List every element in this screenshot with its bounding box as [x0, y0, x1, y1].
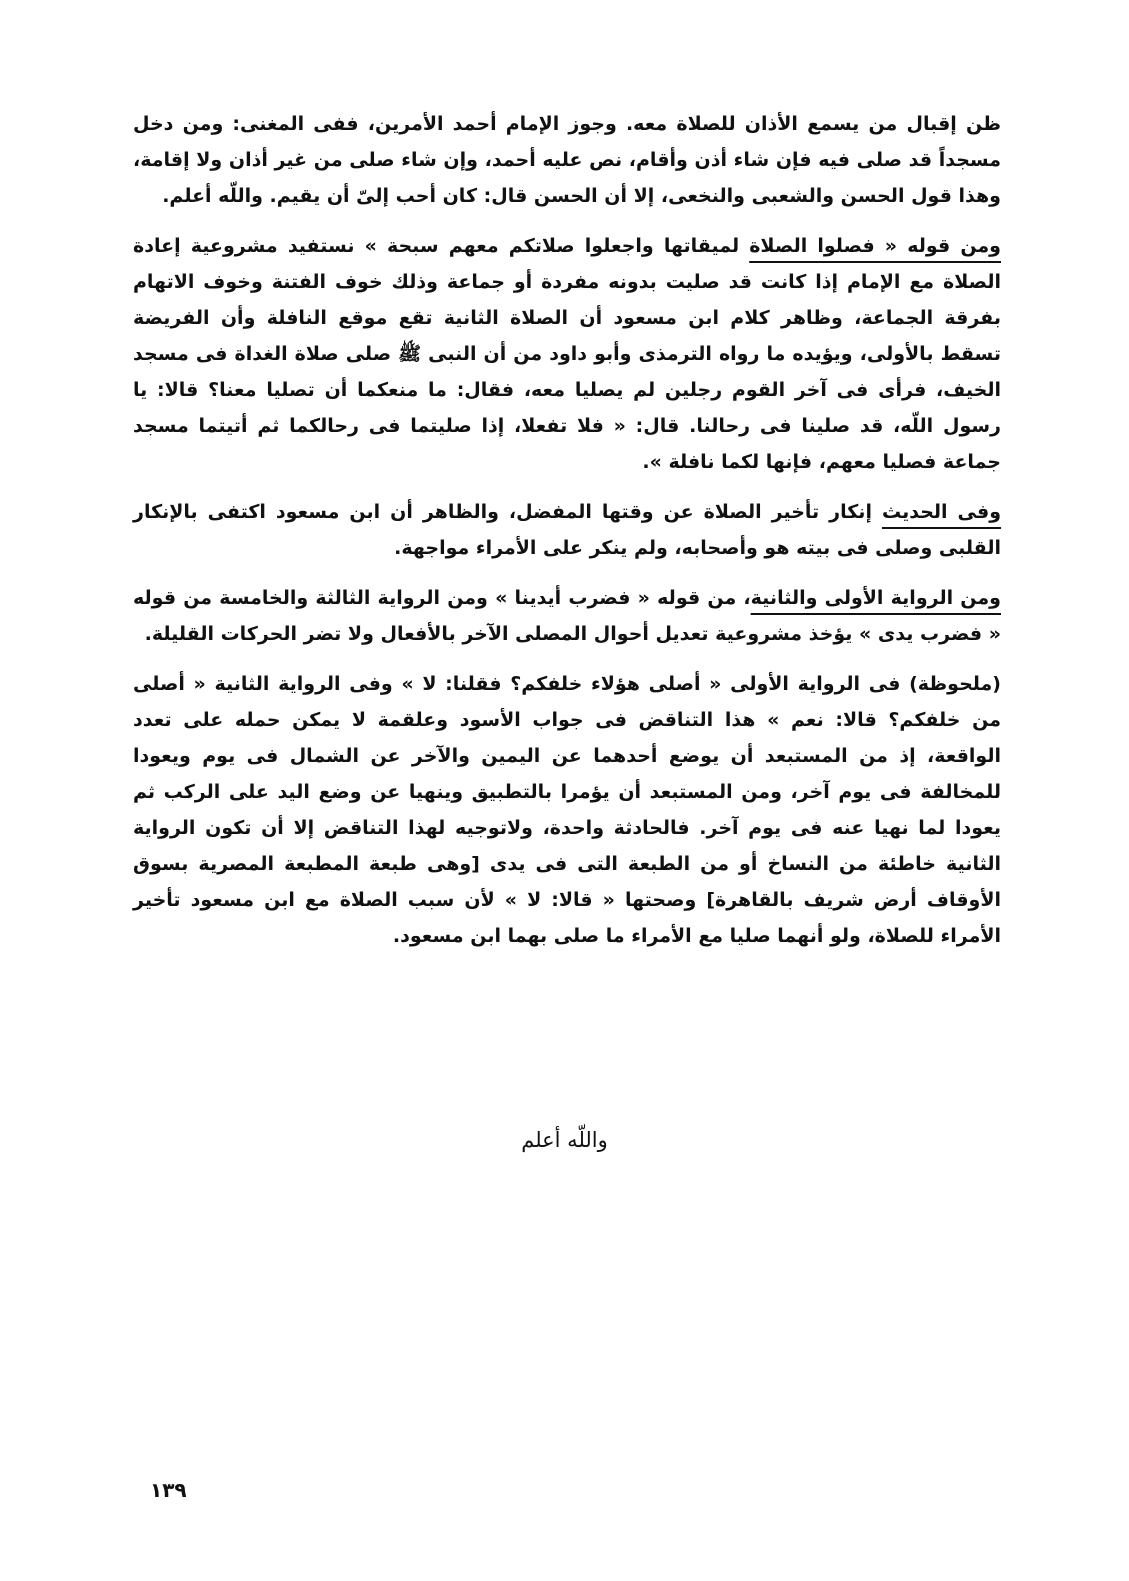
paragraph-2 [133, 228, 1001, 480]
paragraph-1 [133, 106, 1001, 214]
paragraph-4-underlined-heading: ومن الرواية الأولى والثانية [750, 587, 1001, 609]
paragraph-2-underlined-heading: ومن قوله « فصلوا الصلاة [749, 235, 1001, 257]
page-body [133, 106, 1001, 968]
page-number: ١٣٩ [150, 1478, 187, 1502]
closing-phrase: واللّه أعلم [521, 1128, 608, 1152]
paragraph-3-text: إنكار تأخير الصلاة عن وقتها المفضل، والظاهر أن ابن مسعود اكتفى بالإنكار القلبى وصلى فى بيته هو وأصحابه، ولم ينكر على الأمراء مواجهة. [133, 501, 1001, 559]
paragraph-2-text: لميقاتها واجعلوا صلاتكم معهم سبحة » نستفيد مشروعية إعادة الصلاة مع الإمام إذا كانت قد صليت بدونه مفردة أو جماعة وذلك خوف الفتنة وخوف الاتهام بفرقة الجماعة، وظاهر كلام ابن مسعود أن الصلاة الثانية تقع موقع النافلة وأن الفريضة تسقط بالأولى، ويؤيده ما رواه الترمذى وأبو داود من أن النبى ﷺ صلى صلاة الغداة فى مسجد الخيف، فرأى فى آخر القوم رجلين لم يصليا معه، فقال: ما منعكما أن تصليا معنا؟ قالا: يا رسول اللّه، قد صلينا فى رحالنا. قال: « فلا تفعلا، إذا صليتما فى رحالكما ثم أتيتما مسجد جماعة فصليا معهم، فإنها لكما نافلة ». [133, 235, 1001, 473]
paragraph-1-text: ظن إقبال من يسمع الأذان للصلاة معه. وجوز الإمام أحمد الأمرين، ففى المغنى: ومن دخل مسجداً قد صلى فيه فإن شاء أذن وأقام، نص عليه أحمد، وإن شاء صلى من غير أذان ولا إقامة، وهذا قول الحسن والشعبى والنخعى، إلا أن الحسن قال: كان أحب إلىّ أن يقيم. واللّه أعلم. [133, 113, 1001, 207]
paragraph-5-text: (ملحوظة) فى الرواية الأولى « أصلى هؤلاء خلفكم؟ فقلنا: لا » وفى الرواية الثانية « أصلى من خلفكم؟ قالا: نعم » هذا التناقض فى جواب الأسود وعلقمة لا يمكن حمله على تعدد الواقعة، إذ من المستبعد أن يوضع أحدهما عن اليمين والآخر عن الشمال فى يوم ويعودا للمخالفة فى يوم آخر، ومن المستبعد أن يؤمرا بالتطبيق وينهيا عن وضع اليد على الركب ثم يعودا لما نهيا عنه فى يوم آخر. فالحادثة واحدة، ولاتوجيه لهذا التناقض إلا أن تكون الرواية الثانية خاطئة من النساخ أو من الطبعة التى فى يدى [وهى طبعة المطبعة المصرية بسوق الأوقاف أرض شريف بالقاهرة] وصحتها « قالا: لا » لأن سبب الصلاة مع ابن مسعود تأخير الأمراء للصلاة، ولو أنهما صليا مع الأمراء ما صلى بهما ابن مسعود. [133, 673, 1001, 947]
paragraph-5-note [133, 666, 1001, 954]
paragraph-3-underlined-heading: وفى الحديث [881, 501, 1002, 523]
paragraph-3 [133, 494, 1001, 566]
paragraph-4 [133, 580, 1001, 652]
paragraph-4-text: ، من قوله « فضرب أيدينا » ومن الرواية الثالثة والخامسة من قوله « فضرب يدى » يؤخذ مشروعية تعديل أحوال المصلى الآخر بالأفعال ولا تضر الحركات القليلة. [133, 587, 1001, 645]
